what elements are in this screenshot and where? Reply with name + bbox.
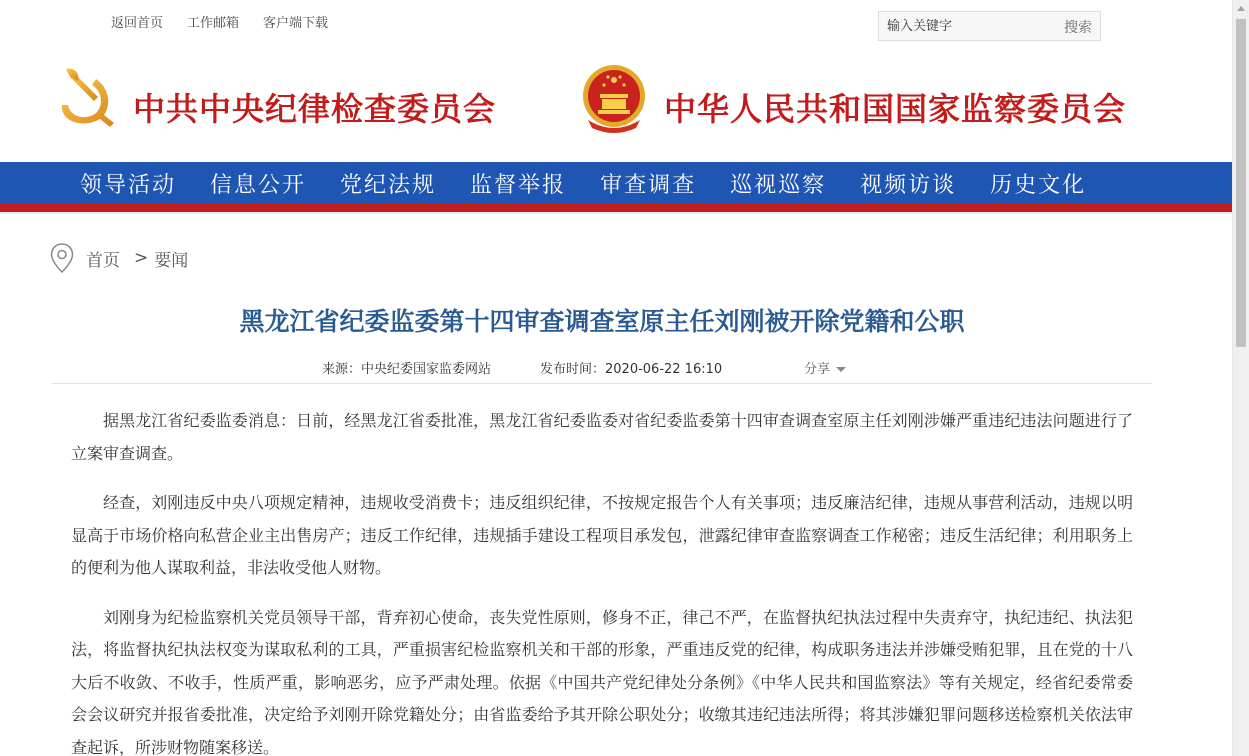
meta-divider	[52, 383, 1152, 384]
scrollbar-thumb[interactable]	[1236, 19, 1246, 347]
caret-down-icon	[836, 367, 846, 372]
article-source: 来源：中央纪委国家监委网站	[322, 362, 492, 377]
nav-item-report[interactable]: 监督举报	[470, 173, 567, 198]
search-input[interactable]	[887, 17, 1047, 35]
breadcrumb	[50, 243, 188, 273]
nav-item-history[interactable]: 历史文化	[990, 173, 1087, 198]
top-link-client-download[interactable]: 客户端下载	[263, 16, 329, 31]
article-meta	[52, 356, 1152, 384]
nav-item-inspection[interactable]: 巡视巡察	[730, 173, 827, 198]
national-emblem-icon	[580, 62, 648, 134]
site-header	[0, 46, 1232, 162]
nav-item-video[interactable]: 视频访谈	[860, 173, 957, 198]
search-button[interactable]: 搜索	[1064, 20, 1092, 36]
vertical-scrollbar[interactable]	[1232, 0, 1249, 756]
nav-item-leadership[interactable]: 领导活动	[80, 173, 177, 198]
article-title: 黑龙江省纪委监委第十四审查调查室原主任刘刚被开除党籍和公职	[239, 307, 965, 336]
breadcrumb-separator: >	[134, 248, 149, 268]
nav-item-info-disclosure[interactable]: 信息公开	[210, 173, 307, 198]
share-button[interactable]	[804, 358, 846, 377]
top-utility-bar	[0, 0, 1232, 46]
article-paragraph: 据黑龙江省纪委监委消息：日前，经黑龙江省委批准，黑龙江省纪委监委对省纪委监委第十四审查调查室原主任刘刚涉嫌严重违纪违法问题进行了立案审查调查。	[71, 411, 1133, 463]
article-published-time: 发布时间：2020-06-22 16:10	[540, 362, 723, 377]
breadcrumb-current[interactable]: 要闻	[154, 250, 189, 271]
breadcrumb-home[interactable]: 首页	[86, 250, 120, 271]
top-link-home[interactable]: 返回首页	[111, 16, 164, 31]
nav-red-stripe	[0, 204, 1232, 212]
location-pin-icon	[50, 243, 74, 273]
nav-item-regulations[interactable]: 党纪法规	[340, 173, 437, 198]
main-nav	[0, 162, 1232, 204]
nav-item-investigation[interactable]: 审查调查	[600, 173, 697, 198]
article-paragraph: 经查，刘刚违反中央八项规定精神，违规收受消费卡；违反组织纪律，不按规定报告个人有关事项；违反廉洁纪律，违规从事营利活动，违规以明显高于市场价格向私营企业主出售房产；违反工作纪律，违规插手建设工程项目承发包，泄露纪律审查监察调查工作秘密；违反生活纪律；利用职务上的便利为他人谋取利益，非法收受他人财物。	[71, 493, 1133, 577]
org2-title: 中华人民共和国国家监察委员会	[664, 90, 1127, 128]
party-emblem-icon	[52, 65, 118, 131]
article-paragraph: 刘刚身为纪检监察机关党员领导干部，背弃初心使命，丧失党性原则，修身不正，律己不严，在监督执纪执法过程中失责弃守，执纪违纪、执法犯法，将监督执纪执法权变为谋取私利的工具，严重损害纪检监察机关和干部的形象，严重违反党的纪律，构成职务违法并涉嫌受贿犯罪，且在党的十八大后不收敛、不收手，性质严重，影响恶劣，应予严肃处理。依据《中国共产党纪律处分条例》《中华人民共和国监察法》等有关规定，经省纪委常委会会议研究并报省委批准，决定给予刘刚开除党籍处分；由省监委给予其开除公职处分；收缴其违纪违法所得；将其涉嫌犯罪问题移送检察机关依法审查起诉，所涉财物随案移送。	[71, 607, 1133, 756]
share-label: 分享	[804, 362, 831, 377]
scroll-up-arrow-icon[interactable]	[1233, 0, 1249, 17]
top-link-mail[interactable]: 工作邮箱	[187, 16, 240, 31]
search-box	[878, 11, 1101, 41]
nav-shadow	[0, 212, 1232, 214]
org1-title: 中共中央纪律检查委员会	[133, 90, 497, 128]
article-body	[71, 405, 1133, 756]
top-links	[111, 12, 328, 31]
